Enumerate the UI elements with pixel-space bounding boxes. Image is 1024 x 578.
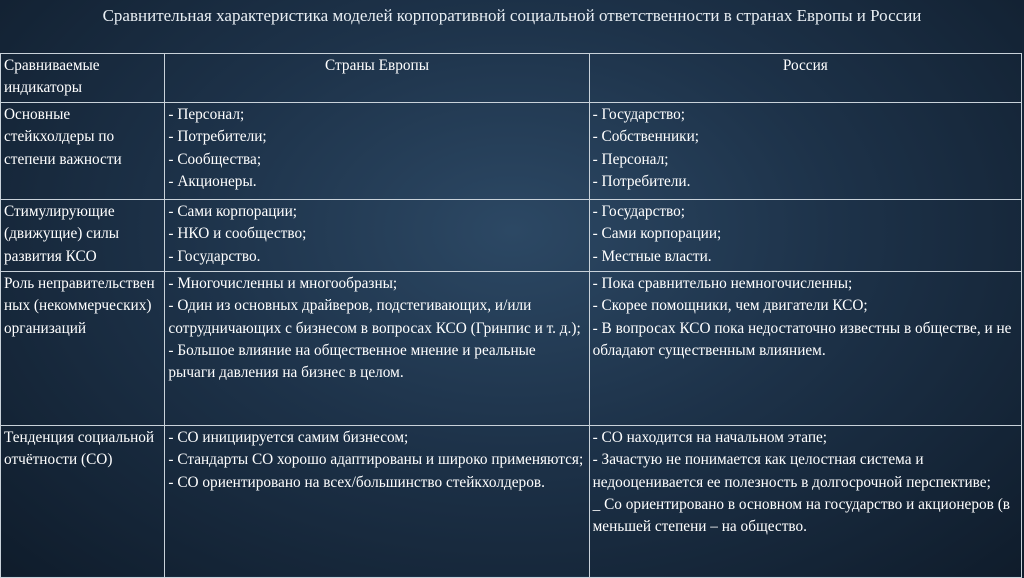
table-row (1, 271, 1022, 425)
list-item: - Сами корпорации; (592, 225, 722, 243)
list-item: - Зачастую не понимается как целостная система и недооценивается ее полезность в долгосрочной перспективе; (592, 451, 991, 491)
europe-cell (165, 425, 589, 577)
europe-cell (165, 199, 589, 271)
list-item: - Стандарты СО хорошо адаптированы и широко применяются; (168, 451, 584, 469)
list-item: - СО находится на начальном этапе; (592, 428, 828, 446)
list-item: _ Со ориентировано в основном на государство и акционеров (в меньшей степени – на общество. (592, 496, 1011, 536)
comparison-table (0, 53, 1022, 578)
russia-cell (589, 199, 1021, 271)
russia-cell (589, 102, 1021, 199)
list-item: - Скорее помощники, чем двигатели КСО; (592, 297, 868, 315)
list-item: - Собственники; (592, 128, 700, 146)
header-russia: Россия (589, 54, 1021, 103)
indicator-cell: Тенденция социальной отчётности (СО) (1, 425, 165, 577)
list-item: - Местные власти. (592, 247, 712, 265)
table-row (1, 199, 1022, 271)
list-item: - Один из основных драйверов, подстегивающих, и/или сотрудничающих с бизнесом в вопросах КСО (Гринпис и т. д.); (168, 297, 581, 337)
indicator-cell: Роль неправительственных (некоммерческих) организаций (1, 271, 165, 425)
table-header-row (1, 54, 1022, 103)
europe-cell (165, 102, 589, 199)
list-item: - Государство. (168, 247, 261, 265)
list-item: - Потребители; (168, 128, 267, 146)
list-item: - Персонал; (592, 150, 669, 168)
russia-cell (589, 425, 1021, 577)
list-item: - Сообщества; (168, 150, 262, 168)
indicator-cell: Стимулирующие (движущие) силы развития КСО (1, 199, 165, 271)
list-item: - СО ориентировано на всех/большинство стейкхолдеров. (168, 473, 545, 491)
list-item: - Государство; (592, 105, 686, 123)
list-item: - Потребители. (592, 173, 691, 191)
table-row (1, 102, 1022, 199)
list-item: - Сами корпорации; (168, 202, 298, 220)
list-item: - НКО и сообщество; (168, 225, 307, 243)
indicator-cell: Основные стейкхолдеры по степени важности (1, 102, 165, 199)
list-item: - Многочисленны и многообразны; (168, 274, 398, 292)
list-item: - Большое влияние на общественное мнение и реальные рычаги давления на бизнес в целом. (168, 342, 536, 382)
list-item: - СО инициируется самим бизнесом; (168, 428, 409, 446)
list-item: - В вопросах КСО пока недостаточно известны в обществе, и не обладают существенным влиянием. (592, 319, 1012, 360)
russia-cell (589, 271, 1021, 425)
slide-title: Сравнительная характеристика моделей корпоративной социальной ответственности в странах Европы и России (102, 6, 922, 25)
list-item: - Акционеры. (168, 173, 257, 191)
header-indicators: Сравниваемые индикаторы (1, 54, 165, 103)
europe-cell (165, 271, 589, 425)
list-item: - Государство; (592, 202, 686, 220)
header-europe: Страны Европы (165, 54, 589, 103)
table-row (1, 425, 1022, 577)
list-item: - Пока сравнительно немногочисленны; (592, 274, 853, 292)
list-item: - Персонал; (168, 105, 245, 123)
